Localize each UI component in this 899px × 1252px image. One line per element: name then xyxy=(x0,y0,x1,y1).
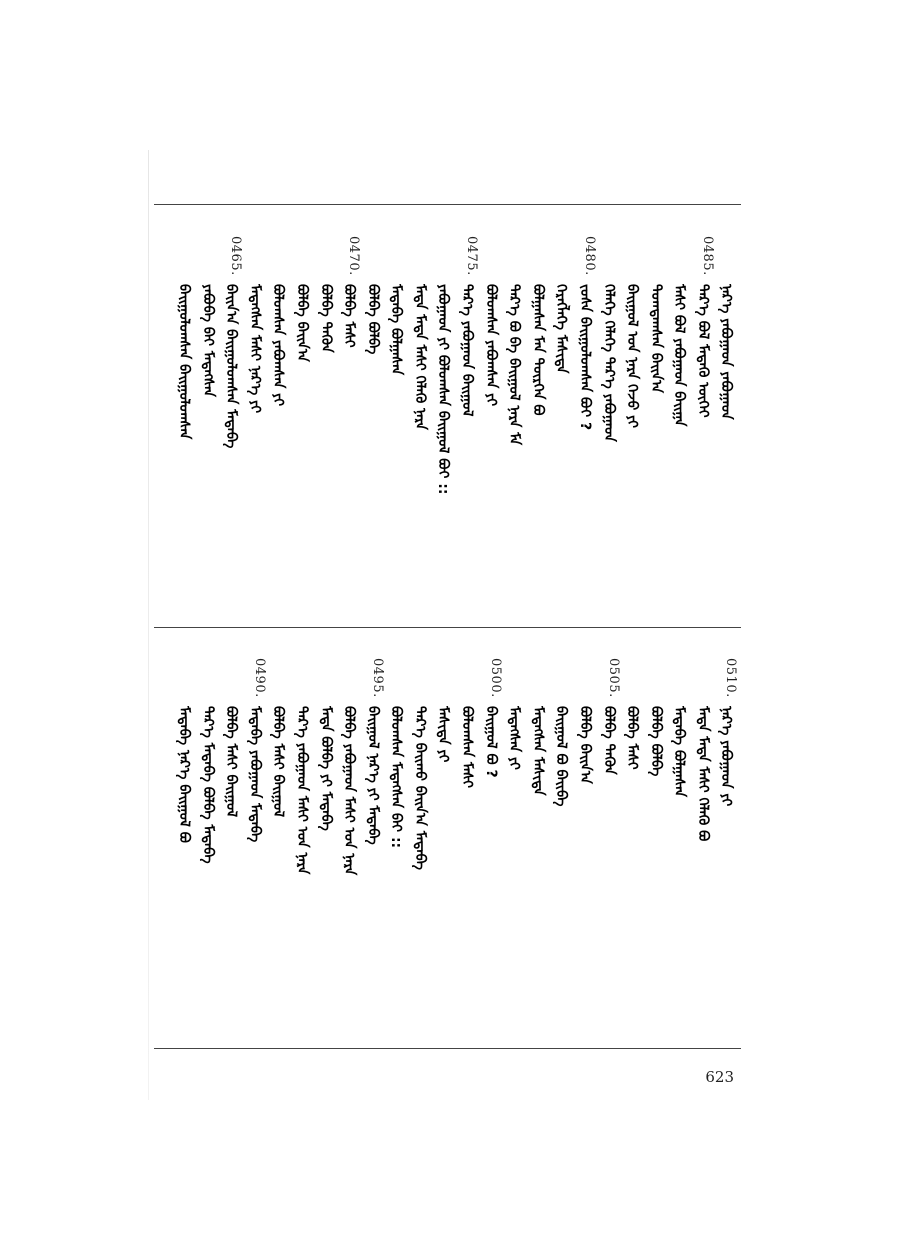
line-number: 0490. xyxy=(252,658,267,698)
line-text: ᠬᠡᠯᠡᠭᠡ ᠬᠡᠯᠡᠭᠡ ᠲᠡᠷ᠎ᠡ ᠶᠠᠪᠤᠭᠠᠳ xyxy=(601,284,617,442)
line-number xyxy=(618,236,644,280)
line-number xyxy=(288,658,314,702)
line-text: ᠲᠡᠷ᠎ᠡ ᠶᠠᠪᠤᠭᠠᠳ ᠪᠠᠢᠭᠤᠯ xyxy=(459,284,475,417)
verse-line xyxy=(618,236,644,616)
verse-line xyxy=(194,658,220,1038)
verse-line xyxy=(264,236,290,616)
line-number xyxy=(642,236,668,280)
verse-panel-bottom xyxy=(170,658,736,1038)
verse-line xyxy=(241,236,267,616)
line-number xyxy=(500,236,526,280)
verse-line xyxy=(500,658,526,1038)
verse-line xyxy=(241,658,267,1038)
line-number xyxy=(689,658,715,702)
line-number xyxy=(194,658,220,702)
line-number: 0480. xyxy=(582,236,597,276)
line-number xyxy=(264,236,290,280)
line-number: 0505. xyxy=(606,658,621,698)
line-text: ᠨᠡᠷ᠎ᠡ ᠶᠠᠪᠤᠭᠠᠳ ᠶᠢ xyxy=(718,706,734,807)
line-text: ᠮᠠᠰᠢᠳᠠ ᠶᠢ xyxy=(435,706,451,763)
line-number xyxy=(359,236,385,280)
line-number xyxy=(665,236,691,280)
line-text: ᠪᠣᠯᠣᠭᠰᠠᠨ ᠶᠠᠪᠤᠭᠰᠠᠨ ᠶᠢ xyxy=(270,284,286,407)
line-number: 0470. xyxy=(346,236,361,276)
line-text: ᠪᠠᠢᠭᠤᠯ ᠪᠣ ? xyxy=(483,706,499,778)
verse-line xyxy=(642,658,668,1038)
line-text: ᠲᠡᠷ᠎ᠡ ᠪᠣᠯ ᠮᠡᠳᠡᠬᠦ ᠦᠭᠡᠢ xyxy=(695,284,711,418)
line-number xyxy=(571,658,597,702)
line-number xyxy=(665,658,691,702)
line-number xyxy=(524,658,550,702)
page-edge-shadow xyxy=(148,150,149,1100)
line-number xyxy=(453,658,479,702)
verse-line xyxy=(571,658,597,1038)
line-text: ᠪᠠᠢᠭᠤᠯ ᠪᠣ ᠪᠠᠢᠪᠠ xyxy=(553,706,569,807)
line-text: ᠮᠡᠳᠡ ᠮᠡᠳᠡ ᠮᠠᠰᠢ ᠬᠡᠯᠡᠭᠦ ᠪᠣ xyxy=(695,706,711,842)
line-text: ᠲᠡᠷ᠎ᠡ ᠪᠣ ᠪᠠ ᠪᠠᠢᠭᠤᠯ ᠨᠠᠷᠠ ᠮᠠ xyxy=(506,284,522,446)
verse-line xyxy=(312,236,338,616)
line-number xyxy=(642,658,668,702)
line-number xyxy=(382,236,408,280)
line-text: ᠮᠡᠳᠡᠭᠰᠡᠨ ᠮᠠᠰᠢᠳᠠ xyxy=(530,706,546,796)
verse-line xyxy=(571,236,597,616)
line-number xyxy=(547,658,573,702)
verse-line xyxy=(170,658,196,1038)
verse-line xyxy=(665,658,691,1038)
line-number xyxy=(170,658,196,702)
verse-line xyxy=(217,236,243,616)
line-text: ᠲᠡᠷ᠎ᠡ ᠮᠡᠳᠡᠪᠡ ᠪᠣᠯᠪᠠ ᠮᠡᠳᠡᠪᠡ xyxy=(200,706,216,864)
line-text: ᠮᠡᠳᠡᠪᠡ ᠶᠠᠪᠤᠭᠠᠳ ᠮᠡᠳᠡᠪᠡ xyxy=(247,706,263,843)
line-text: ᠪᠣᠯᠪᠠ ᠮᠠᠰᠢ xyxy=(341,284,357,348)
line-text: ᠪᠣᠯᠪᠠ ᠪᠣᠯᠪᠠ xyxy=(648,706,664,777)
bottom-rule xyxy=(154,1048,741,1049)
verse-line xyxy=(712,236,738,616)
line-text: ᠮᠡᠳᠡ ᠪᠣᠯᠪᠠ ᠶᠢ ᠮᠡᠳᠡᠪᠡ xyxy=(318,706,334,831)
verse-line xyxy=(689,658,715,1038)
line-number xyxy=(547,236,573,280)
verse-line xyxy=(429,236,455,616)
verse-line xyxy=(382,236,408,616)
verse-line xyxy=(547,658,573,1038)
line-text: ᠪᠣᠯᠪᠠ ᠲᠡᠭᠦᠨ xyxy=(318,284,334,353)
line-text: ᠪᠣᠯᠣᠭᠰᠠᠨ ᠮᠠᠰᠢ xyxy=(459,706,475,788)
line-number: 0465. xyxy=(228,236,243,276)
line-text: ᠮᠡᠳᠡᠭᠰᠡᠨ ᠮᠠᠰᠢ ᠨᠡᠷ᠎ᠡ ᠶᠢ xyxy=(247,284,263,414)
verse-line xyxy=(689,236,715,616)
verse-line xyxy=(406,658,432,1038)
line-number xyxy=(618,658,644,702)
line-text: ᠮᠡᠳᠡᠭᠰᠡᠨ ᠶᠢ xyxy=(506,706,522,770)
verse-line xyxy=(595,658,621,1038)
verse-line xyxy=(500,236,526,616)
line-number xyxy=(335,658,361,702)
verse-line xyxy=(453,236,479,616)
line-text: ᠪᠣᠯᠣᠭᠰᠠᠨ ᠮᠡᠳᠡᠭᠰᠡᠨ ᠪᠠᠢ :: xyxy=(388,706,404,849)
verse-line xyxy=(288,658,314,1038)
verse-line xyxy=(477,658,503,1038)
line-number xyxy=(217,658,243,702)
line-text: ᠮᠡᠳᠡ ᠮᠡᠳᠡ ᠮᠠᠰᠢ ᠬᠡᠯᠡᠭᠦ ᠨᠠᠷᠠ xyxy=(412,284,428,431)
verse-line xyxy=(312,658,338,1038)
line-text: ᠪᠠᠢᠭᠤᠯ ᠤᠨ ᠨᠠᠷᠠ ᠭᠡᠵᠦ ᠶᠢ xyxy=(624,284,640,429)
line-text: ᠪᠣᠯᠪᠠ ᠮᠠᠰᠢ ᠪᠠᠢᠭᠤᠯ xyxy=(270,706,286,818)
line-text: ᠪᠣᠯᠪᠠ ᠶᠠᠪᠤᠭᠠᠳ ᠮᠠᠰᠢ ᠤᠨ ᠨᠠᠷᠠ xyxy=(341,706,357,876)
verse-line xyxy=(406,236,432,616)
verse-line xyxy=(359,236,385,616)
verse-line xyxy=(524,658,550,1038)
verse-line xyxy=(264,658,290,1038)
line-number xyxy=(194,236,220,280)
line-number xyxy=(477,236,503,280)
verse-line xyxy=(547,236,573,616)
line-text: ᠪᠣᠯᠪᠠ ᠪᠠᠢᠨ᠎ᠠ xyxy=(577,706,593,784)
line-text: ᠪᠠᠢᠭᠤᠯ ᠨᠡᠷ᠎ᠡ ᠶᠢ ᠮᠡᠳᠡᠪᠡ xyxy=(365,706,381,845)
line-number xyxy=(712,236,738,280)
verse-line xyxy=(359,658,385,1038)
middle-rule xyxy=(154,627,741,628)
line-number: 0500. xyxy=(488,658,503,698)
line-text: ᠶᠠᠪᠤᠪᠠ ᠪᠠᠢ ᠮᠡᠳᠡᠭᠰᠡᠨ xyxy=(200,284,216,397)
line-text: ᠶᠠᠪᠤᠭᠠᠳ ᠶᠢ ᠪᠣᠯᠣᠭᠰᠠᠨ ᠪᠠᠢᠭᠤᠯ ᠪᠤᠢ :: xyxy=(435,284,451,495)
verse-line xyxy=(335,658,361,1038)
verse-line xyxy=(217,658,243,1038)
line-text: ᠨᠡᠷ᠎ᠡ ᠶᠠᠪᠤᠭᠠᠳ ᠶᠠᠪᠤᠭᠠᠳ xyxy=(718,284,734,420)
verse-line xyxy=(382,658,408,1038)
line-text: ᠪᠣᠯᠣᠭᠰᠠᠨ ᠶᠠᠪᠤᠭᠰᠠᠨ ᠶᠢ xyxy=(483,284,499,407)
line-number: 0495. xyxy=(370,658,385,698)
line-text: ᠪᠣᠯᠪᠠ ᠮᠠᠰᠢ xyxy=(624,706,640,770)
line-text: ᠪᠣᠯᠪᠠ ᠲᠡᠭᠦᠨ xyxy=(601,706,617,775)
verse-line xyxy=(170,236,196,616)
line-number xyxy=(241,236,267,280)
line-number xyxy=(429,236,455,280)
line-text: ᠪᠣᠯᠪᠠ ᠪᠠᠢᠨ᠎ᠠ xyxy=(294,284,310,362)
verse-line xyxy=(429,658,455,1038)
verse-line xyxy=(595,236,621,616)
line-text: ᠲᠡᠷ᠎ᠡ ᠶᠠᠪᠤᠭᠠᠳ ᠮᠠᠰᠢ ᠤᠨ ᠨᠠᠷᠠ xyxy=(294,706,310,875)
verse-line xyxy=(288,236,314,616)
line-text: ᠪᠠᠢᠭᠤᠯᠤᠭᠰᠠᠨ ᠪᠠᠢᠭᠤᠯᠤᠭᠰᠠᠨ xyxy=(176,284,192,440)
verse-line xyxy=(477,236,503,616)
line-number xyxy=(595,236,621,280)
line-text: ᠬᠡᠷᠡᠭᠯᠡᠭᠡ ᠮᠠᠰᠢᠳᠠ xyxy=(553,284,569,374)
line-number xyxy=(170,236,196,280)
line-number xyxy=(312,236,338,280)
verse-line xyxy=(642,236,668,616)
line-number xyxy=(406,658,432,702)
verse-line xyxy=(453,658,479,1038)
line-number: 0475. xyxy=(464,236,479,276)
line-number xyxy=(524,236,550,280)
verse-line xyxy=(712,658,738,1038)
line-number: 0510. xyxy=(723,658,738,698)
verse-panel-top xyxy=(170,236,736,616)
line-text: ᠲᠣᠭᠲᠠᠭᠰᠠᠨ ᠪᠠᠢᠨ᠎ᠠ xyxy=(648,284,664,394)
line-text: ᠪᠣᠯᠪᠠ ᠮᠠᠰᠢ ᠪᠠᠢᠭᠤᠯ xyxy=(223,706,239,818)
line-number xyxy=(288,236,314,280)
line-number xyxy=(429,658,455,702)
line-text: ᠮᠠᠰᠢ ᠪᠣᠯ ᠶᠠᠪᠤᠭᠠᠳ ᠪᠠᠢᠭᠠ xyxy=(671,284,687,427)
verse-line xyxy=(194,236,220,616)
line-number xyxy=(312,658,338,702)
line-text: ᠪᠠᠢᠨ᠎ᠠ ᠪᠠᠢᠭᠤᠯᠤᠭᠰᠠᠨ ᠮᠡᠳᠡᠪᠡ xyxy=(223,284,239,449)
line-text: ᠮᠡᠳᠡᠪᠡ ᠪᠣᠯᠭᠠᠰᠠᠨ xyxy=(388,284,404,376)
line-text: ᠪᠣᠯᠭᠠᠰᠠᠨ ᠮᠠᠨ ᠲᠦᠷᠭᠡᠨ ᠪᠣ xyxy=(530,284,546,416)
line-text: ᠮᠡᠳᠡᠪᠡ ᠨᠡᠷ᠎ᠡ ᠪᠠᠢᠭᠤᠯ ᠪᠣ xyxy=(176,706,192,843)
line-number xyxy=(382,658,408,702)
line-text: ᠪᠣᠯᠪᠠ ᠪᠣᠯᠪᠠ xyxy=(365,284,381,355)
line-text: ᠮᠡᠳᠡᠪᠡ ᠪᠣᠯᠭᠠᠰᠠᠨ xyxy=(671,706,687,798)
top-rule xyxy=(154,204,741,205)
page-number: 623 xyxy=(705,1068,734,1086)
line-number xyxy=(264,658,290,702)
line-number xyxy=(500,658,526,702)
verse-line xyxy=(665,236,691,616)
line-number: 0485. xyxy=(700,236,715,276)
line-number xyxy=(406,236,432,280)
line-text: ᠲᠡᠷ᠎ᠡ ᠪᠠᠢᠬᠤ ᠪᠠᠢᠨ᠎ᠠ ᠮᠡᠳᠡᠪᠡ xyxy=(412,706,428,870)
verse-line xyxy=(335,236,361,616)
line-text: ᠵᠤᠰᠠ ᠪᠠᠢᠭᠤᠯᠤᠭᠰᠠᠨ ᠪᠤᠢ ? xyxy=(577,284,593,431)
verse-line xyxy=(524,236,550,616)
verse-line xyxy=(618,658,644,1038)
